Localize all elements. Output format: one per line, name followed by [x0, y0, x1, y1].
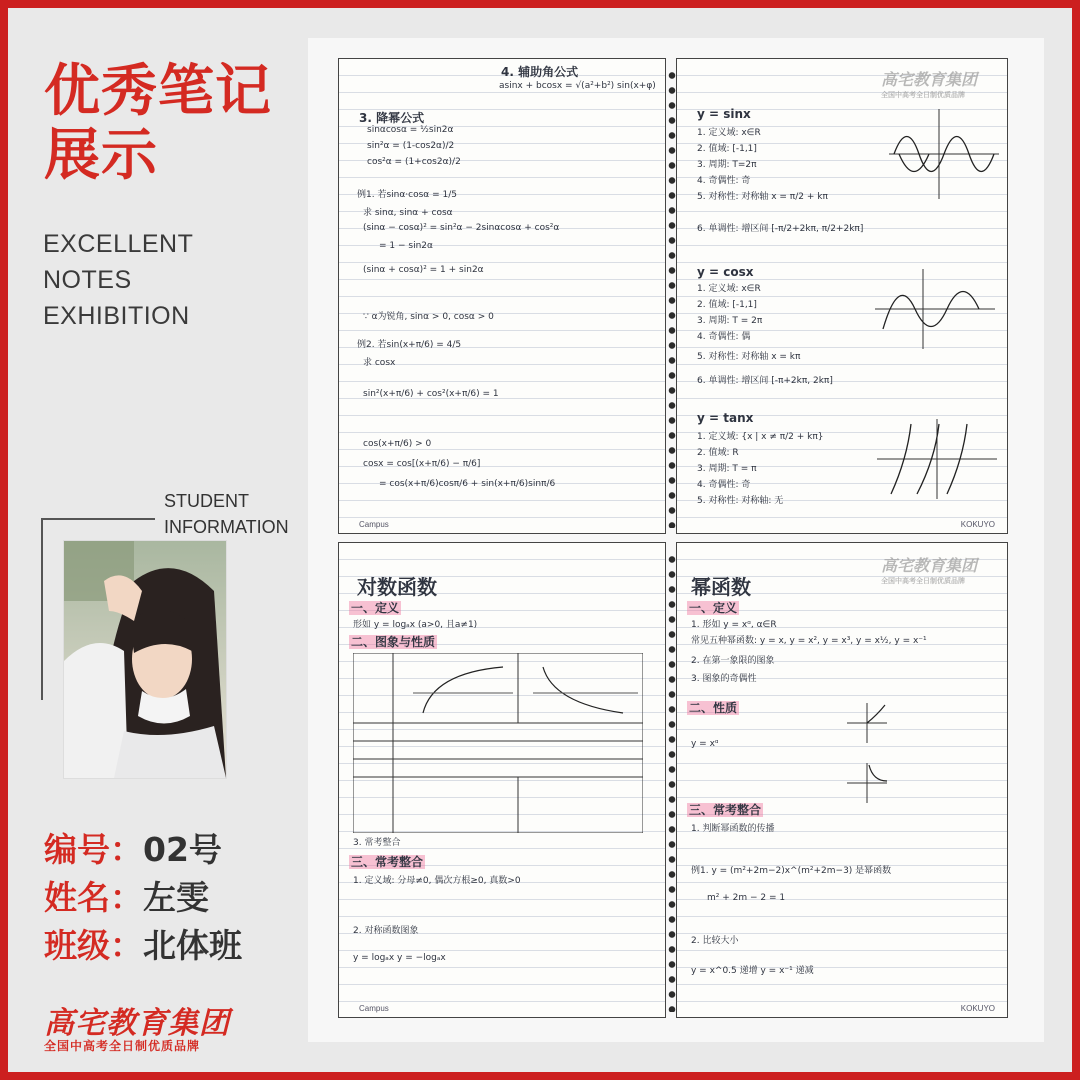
note-line: y = tanx	[697, 411, 754, 425]
note-line	[349, 853, 425, 870]
section-heading: 三、常考整合	[351, 855, 424, 869]
student-label-line-2: INFORMATION	[164, 517, 289, 537]
note-line	[349, 633, 437, 650]
note-line: 3. 常考整合	[353, 838, 401, 848]
note-line: ∵ α为锐角, sinα > 0, cosα > 0	[363, 312, 494, 322]
note-line	[687, 599, 739, 616]
note-line: y = cosx	[697, 265, 754, 279]
note-line: y = logₐx y = −logₐx	[353, 953, 446, 963]
section-heading: 一、定义	[351, 601, 400, 615]
note-line: cosx = cos[(x+π/6) − π/6]	[363, 459, 481, 469]
note-line: 求 sinα, sinα + cosα	[363, 208, 453, 218]
notes-panel	[308, 38, 1044, 1042]
note-line: 1. 定义域: 分母≠0, 偶次方根≥0, 真数>0	[353, 876, 521, 886]
student-number-value: 02号	[143, 830, 222, 869]
note-line: cos²α = (1+cos2α)/2	[367, 157, 461, 167]
cosine-graph	[875, 269, 995, 349]
note-line: 1. 定义域: x∈R	[697, 284, 761, 294]
student-label-line-1: STUDENT	[164, 491, 249, 511]
note-line: 5. 对称性: 对称轴 x = π/2 + kπ	[697, 192, 828, 202]
watermark-logo: 高宅教育集团	[881, 70, 978, 89]
note-line: 1. 定义域: x∈R	[697, 128, 761, 138]
student-information-label	[164, 488, 289, 540]
student-class-row	[44, 922, 242, 970]
page-footer-brand: KOKUYO	[960, 1004, 995, 1013]
note-line: 例1. y = (m²+2m−2)x^(m²+2m−3) 是幂函数	[691, 866, 892, 876]
note-line: = cos(x+π/6)cosπ/6 + sin(x+π/6)sinπ/6	[379, 479, 556, 489]
note-line: 5. 对称性: 对称轴 x = kπ	[697, 352, 801, 362]
title-line-2: 展示	[44, 123, 158, 188]
notebook-page-3	[338, 542, 666, 1018]
note-line: 求 cosx	[363, 358, 396, 368]
note-line: 6. 单调性: 增区间 [-π+2kπ, 2kπ]	[697, 376, 833, 386]
note-line: 4. 奇偶性: 奇	[697, 176, 751, 186]
note-line: 4. 奇偶性: 奇	[697, 480, 751, 490]
brand-logo: 高宅教育集团	[44, 1006, 230, 1041]
note-line: 3. 图象的奇偶性	[691, 674, 757, 684]
student-photo	[64, 541, 226, 778]
section-heading: 一、定义	[689, 601, 738, 615]
log-property-table	[353, 653, 643, 833]
note-line: = 1 − sin2α	[379, 241, 433, 251]
note-line: m² + 2m − 2 = 1	[707, 893, 786, 903]
note-line: 1. 定义域: {x | x ≠ π/2 + kπ}	[697, 432, 824, 442]
note-line: 3. 周期: T=2π	[697, 160, 757, 170]
notebook-page-4	[676, 542, 1008, 1018]
note-line: 3. 降幂公式	[359, 111, 425, 125]
note-line: 2. 在第一象限的图象	[691, 656, 775, 666]
subtitle-line-2: NOTES	[43, 266, 132, 294]
note-line: y = sinx	[697, 107, 751, 121]
notebook-spiral	[667, 68, 677, 528]
note-line: 4. 奇偶性: 偶	[697, 332, 751, 342]
note-line: 例1. 若sinα·cosα = 1/5	[357, 190, 457, 200]
section-heading: 三、常考整合	[689, 803, 762, 817]
note-line: sin²(x+π/6) + cos²(x+π/6) = 1	[363, 389, 499, 399]
page-footer-brand: KOKUYO	[960, 520, 995, 529]
subtitle-line-1: EXCELLENT	[43, 230, 194, 258]
note-line: 常见五种幂函数: y = x, y = x², y = x³, y = x½, y = x⁻¹	[691, 636, 927, 646]
student-class-label: 班级：	[44, 926, 143, 965]
subtitle	[43, 226, 193, 334]
notebook-page-2	[676, 58, 1008, 534]
student-info	[44, 826, 242, 970]
note-line: 例2. 若sin(x+π/6) = 4/5	[357, 340, 462, 350]
section-heading: 二、性质	[689, 701, 738, 715]
note-line: (sinα − cosα)² = sin²α − 2sinαcosα + cos²α	[363, 223, 560, 233]
note-line: asinx + bcosx = √(a²+b²) sin(x+φ)	[499, 81, 656, 91]
note-line	[687, 801, 763, 818]
note-line: sin²α = (1-cos2α)/2	[367, 141, 455, 151]
note-line: y = xᵅ	[691, 739, 719, 749]
note-line: 2. 值域: R	[697, 448, 739, 458]
watermark-logo: 高宅教育集团	[881, 556, 978, 575]
notebook-spiral	[667, 552, 677, 1012]
title-line-1: 优秀笔记	[44, 59, 272, 124]
watermark	[881, 553, 977, 586]
brand-tagline: 全国中高考全日制优质品牌	[44, 1039, 201, 1053]
page-footer-brand: Campus	[359, 1004, 389, 1013]
note-line: 形如 y = logₐx (a>0, 且a≠1)	[353, 620, 478, 630]
student-number-row	[44, 826, 242, 874]
student-number-label: 编号：	[44, 830, 143, 869]
note-line: 3. 周期: T = 2π	[697, 316, 763, 326]
note-line: 6. 单调性: 增区间 [-π/2+2kπ, π/2+2kπ]	[697, 224, 864, 234]
note-line: cos(x+π/6) > 0	[363, 439, 432, 449]
subtitle-line-3: EXHIBITION	[43, 302, 190, 330]
note-line: 4. 辅助角公式	[501, 65, 579, 79]
tangent-graph	[877, 419, 997, 499]
student-name-row	[44, 874, 242, 922]
note-line: 5. 对称性: 对称轴: 无	[697, 496, 784, 506]
power-function-graphs	[837, 703, 937, 803]
note-line: 3. 周期: T = π	[697, 464, 757, 474]
note-line: y = x^0.5 递增 y = x⁻¹ 递减	[691, 966, 814, 976]
student-class-value: 北体班	[143, 926, 242, 965]
note-line: 1. 判断幂函数的传播	[691, 824, 775, 834]
student-name-label: 姓名：	[44, 878, 143, 917]
note-line	[349, 599, 401, 616]
note-line: 2. 比较大小	[691, 936, 739, 946]
page-heading: 幂函数	[691, 575, 751, 599]
note-line: 2. 值域: [-1,1]	[697, 300, 757, 310]
watermark-tagline: 全国中高考全日制优质品牌	[881, 91, 965, 99]
watermark	[881, 67, 977, 100]
sine-graph	[889, 109, 999, 199]
note-line: 2. 对称函数图象	[353, 926, 419, 936]
note-line: 2. 值域: [-1,1]	[697, 144, 757, 154]
student-name-value: 左雯	[143, 878, 209, 917]
note-line: (sinα + cosα)² = 1 + sin2α	[363, 265, 484, 275]
note-line: sinαcosα = ½sin2α	[367, 125, 454, 135]
notebook-page-1	[338, 58, 666, 534]
page-title	[44, 60, 304, 188]
page-footer-brand: Campus	[359, 520, 389, 529]
page-heading: 对数函数	[357, 575, 437, 599]
note-line	[687, 699, 739, 716]
note-line: 1. 形如 y = xᵅ, α∈R	[691, 620, 777, 630]
section-heading: 二、图象与性质	[351, 635, 436, 649]
watermark-tagline: 全国中高考全日制优质品牌	[881, 577, 965, 585]
